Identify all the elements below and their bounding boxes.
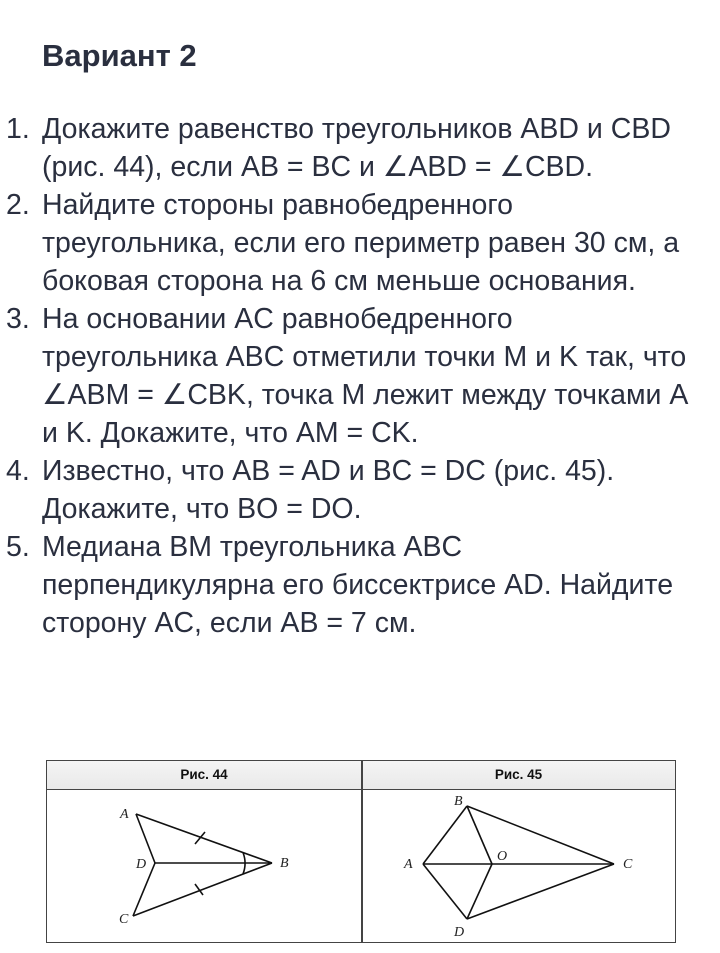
list-item <box>0 452 690 528</box>
task-number: 2. <box>6 189 30 221</box>
fig45-label-d: D <box>454 925 465 940</box>
fig45-label-b: B <box>454 794 463 809</box>
task-number: 1. <box>6 113 30 145</box>
page-title: Вариант 2 <box>42 38 197 73</box>
list-item <box>0 110 690 186</box>
fig45-label-a: A <box>404 857 413 872</box>
task-number: 4. <box>6 455 30 487</box>
task-text: Известно, что AB = AD и BC = DC (рис. 45). Докажите, что BO = DO. <box>42 455 615 525</box>
fig44-caption: Рис. 44 <box>47 761 361 790</box>
fig44-label-b: B <box>280 856 289 871</box>
fig45-label-o: O <box>497 849 508 864</box>
fig44-diagram <box>133 814 272 916</box>
fig44-label-c: C <box>119 912 129 927</box>
fig45-diagram <box>423 806 614 919</box>
list-item <box>0 528 690 642</box>
segment-da <box>423 864 467 919</box>
segment-ad <box>136 814 155 863</box>
segment-ab <box>136 814 272 863</box>
list-item <box>0 300 690 452</box>
task-text: Медиана BM треугольника ABC перпендикулярна его биссектрисе AD. Найдите сторону AC, если AB = 7 см. <box>42 531 674 639</box>
figures-drawing <box>47 761 674 941</box>
task-number: 5. <box>6 531 30 563</box>
segment-cb <box>133 863 272 916</box>
list-item <box>0 186 690 300</box>
task-list <box>0 110 690 642</box>
task-text: Докажите равенство треугольников ABD и CBD (рис. 44), если AB = BC и ∠ABD = ∠CBD. <box>42 113 671 183</box>
task-text: Найдите стороны равнобедренного треугольника, если его периметр равен 30 см, а боковая сторона на 6 см меньше основания. <box>42 189 680 297</box>
fig44-label-a: A <box>120 807 129 822</box>
figures-table <box>46 760 676 943</box>
fig45-label-c: C <box>623 857 633 872</box>
segment-ab <box>423 806 467 864</box>
task-number: 3. <box>6 303 30 335</box>
task-text: На основании AC равнобедренного треугольника ABC отметили точки M и K так, что ∠ABM = ∠CBK, точка M лежит между точками A и K. Докажите, что AM = CK. <box>42 303 687 449</box>
fig45-caption: Рис. 45 <box>362 761 675 790</box>
fig44-label-d: D <box>136 857 147 872</box>
